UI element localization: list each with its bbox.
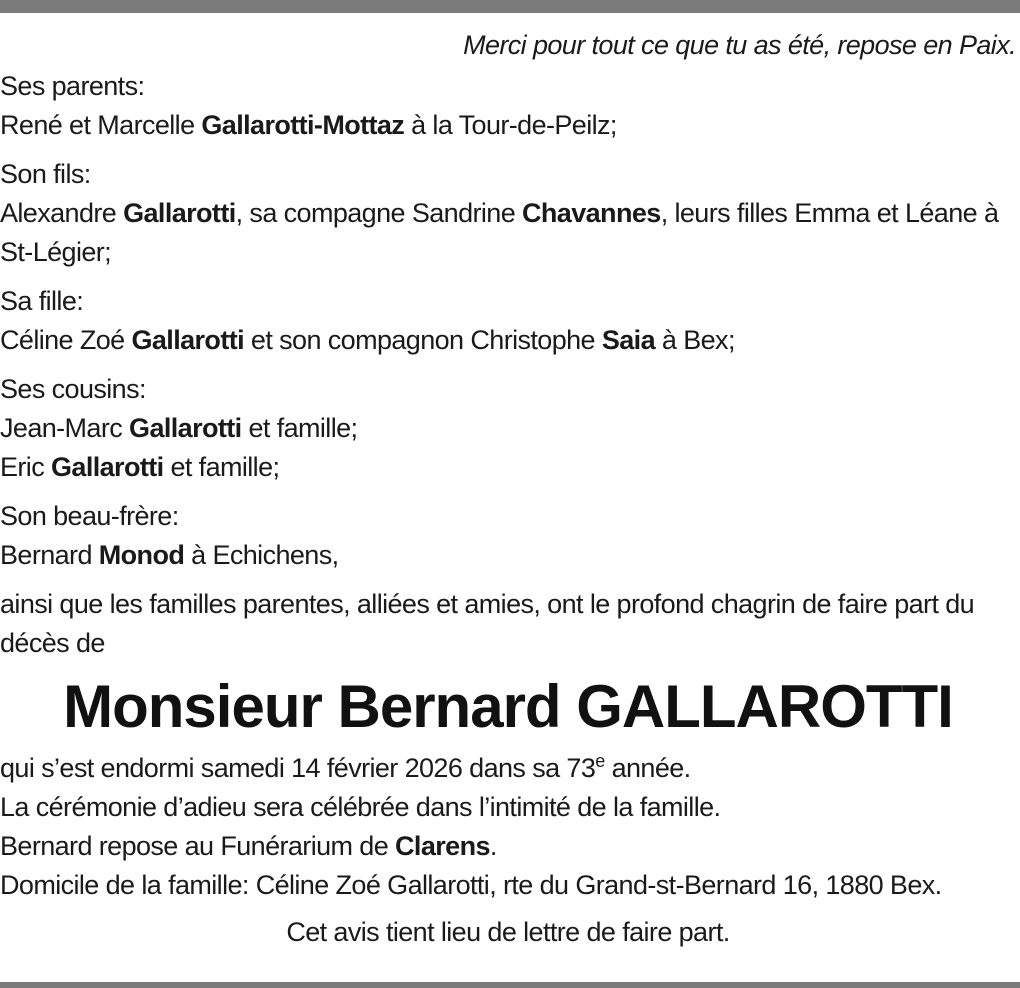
parents-line [0,106,1016,145]
daughter-section [0,282,1016,360]
son-family-text: , leurs filles Emma et Léane à St-Légier; [0,198,999,267]
parents-section [0,67,1016,145]
details-section [0,749,1016,905]
cousin-1-surname: Gallarotti [129,413,242,443]
daughter-partner-surname: Saia [601,325,656,355]
parents-surname: Gallarotti-Mottaz [201,110,405,140]
brother-in-law-section [0,497,1016,575]
cousin-1-first-name: Jean-Marc [0,413,130,443]
son-partner-text: , sa compagne Sandrine [235,198,523,228]
son-surname: Gallarotti [123,198,236,228]
brother-in-law-surname: Monod [98,540,185,570]
son-partner-surname: Chavannes [522,198,661,228]
funeral-home-line [0,827,1016,866]
family-address-line: Domicile de la famille: Céline Zoé Gallarotti, rte du Grand-st-Bernard 16, 1880 Bex. [0,870,942,900]
daughter-partner-text: et son compagnon Christophe [244,325,602,355]
year-word: année. [604,753,691,783]
cousin-1-family: et famille; [241,413,358,443]
daughter-heading: Sa fille: [0,286,84,316]
deceased-name: Monsieur Bernard GALLAROTTI [63,673,953,740]
families-announcement: ainsi que les familles parentes, alliées et amies, ont le profond chagrin de faire part du décès de [0,589,975,658]
cousins-section [0,370,1016,487]
brother-in-law-heading: Son beau-frère: [0,501,179,531]
ordinal-suffix: e [595,751,605,771]
son-first-name: Alexandre [0,198,124,228]
passing-date-line [0,749,1016,788]
daughter-line [0,321,1016,360]
cousins-heading: Ses cousins: [0,374,146,404]
cousin-line-1 [0,409,1016,448]
bottom-border-rule [0,982,1020,988]
daughter-surname: Gallarotti [131,325,245,355]
son-heading: Son fils: [0,159,91,189]
cousin-2-family: et famille; [163,452,280,482]
passing-date-text: qui s’est endormi samedi 14 février 2026 dans sa 73 [0,753,596,783]
funeral-home-text: Bernard repose au Funérarium de [0,831,396,861]
brother-in-law-line [0,536,1016,575]
funeral-home-period: . [489,831,497,861]
top-border-rule [0,0,1020,13]
cousin-line-2 [0,448,1016,487]
brother-in-law-first-name: Bernard [0,540,99,570]
closing-statement: Cet avis tient lieu de lettre de faire part. [286,917,730,947]
daughter-location: à Bex; [655,325,735,355]
parents-heading: Ses parents: [0,71,145,101]
brother-in-law-location: à Echichens, [184,540,339,570]
obituary-notice [0,26,1016,952]
son-line [0,194,1016,272]
funeral-home-location: Clarens [395,831,490,861]
son-section [0,155,1016,272]
cousin-2-first-name: Eric [0,452,52,482]
ceremony-line: La cérémonie d’adieu sera célébrée dans l’intimité de la famille. [0,792,721,822]
daughter-first-names: Céline Zoé [0,325,132,355]
epigraph-quote: Merci pour tout ce que tu as été, repose en Paix. [463,30,1016,60]
cousin-2-surname: Gallarotti [51,452,164,482]
parents-location: à la Tour-de-Peilz; [404,110,617,140]
parents-first-names: René et Marcelle [0,110,202,140]
